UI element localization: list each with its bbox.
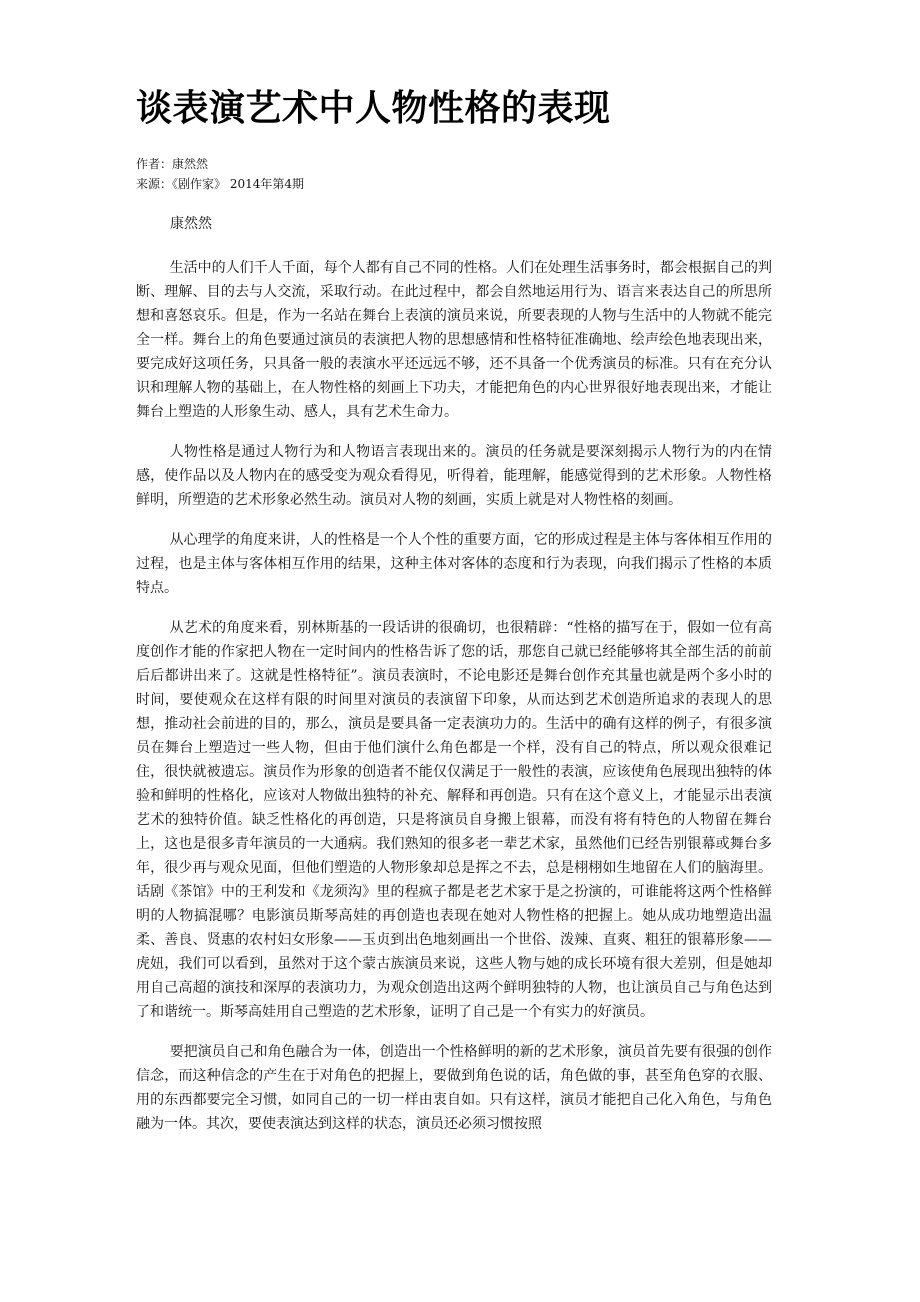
author-signature: 康然然: [170, 216, 212, 232]
paragraph-5: 要把演员自己和角色融合为一体，创造出一个性格鲜明的新的艺术形象，演员首先要有很强的创作信念，而这种信念的产生在于对角色的把握上，要做到角色说的话，角色做的事，甚至角色穿的衣服、用的东西都要完全习惯，如同自己的一切一样由衷自如。只有这样，演员才能把自己化入角色，与角色融为一体。其次，要使表演达到这样的状态，演员还必须习惯按照: [136, 1044, 772, 1132]
article-title: 谈表演艺术中人物性格的表现: [136, 88, 611, 129]
author-line: 作者：康然然: [136, 157, 209, 171]
paragraph-2: 人物性格是通过人物行为和人物语言表现出来的。演员的任务就是要深刻揭示人物行为的内在情感，使作品以及人物内在的感受变为观众看得见，听得着，能理解，能感觉得到的艺术形象。人物性格鲜明，所塑造的艺术形象必然生动。演员对人物的刻画，实质上就是对人物性格的刻画。: [136, 444, 772, 508]
source-line: 来源：《剧作家》 2014年第4期: [136, 177, 304, 191]
paragraph-1: 生活中的人们千人千面，每个人都有自己不同的性格。人们在处理生活事务时，都会根据自己的判断、理解、目的去与人交流，采取行动。在此过程中，都会自然地运用行为、语言来表达自己的所思所想和喜怒哀乐。但是，作为一名站在舞台上表演的演员来说，所要表现的人物与生活中的人物就不能完全一样。舞台上的角色要通过演员的表演把人物的思想感情和性格特征准确地、绘声绘色地表现出来，要完成好这项任务，只具备一般的表演水平还远远不够，还不具备一个优秀演员的标准。只有在充分认识和理解人物的基础上，在人物性格的刻画上下功夫，才能把角色的内心世界很好地表现出来，才能让舞台上塑造的人形象生动、感人，具有艺术生命力。: [136, 260, 772, 420]
paragraph-4: 从艺术的角度来看，别林斯基的一段话讲的很确切，也很精辟：“性格的描写在于，假如一位有高度创作才能的作家把人物在一定时间内的性格告诉了您的话，那您自己就已经能够将其全部生活的前前后后都讲出来了。这就是性格特征”。演员表演时，不论电影还是舞台创作充其量也就是两个多小时的时间，要使观众在这样有限的时间里对演员的表演留下印象，从而达到艺术创造所追求的表现人的思想，推动社会前进的目的，那么，演员是要具备一定表演功力的。生活中的确有这样的例子，有很多演员在舞台上塑造过一些人物，但由于他们演什么角色都是一个样，没有自己的特点，所以观众很难记住，很快就被遗忘。演员作为形象的创造者不能仅仅满足于一般性的表演，应该使角色展现出独特的体验和鲜明的性格化，应该对人物做出独特的补充、解释和再创造。只有在这个意义上，才能显示出表演艺术的独特价值。缺乏性格化的再创造，只是将演员自身搬上银幕，而没有将有特色的人物留在舞台上，这也是很多青年演员的一大通病。我们熟知的很多老一辈艺术家，虽然他们已经告别银幕或舞台多年，很少再与观众见面，但他们塑造的人物形象却总是挥之不去，总是栩栩如生地留在人们的脑海里。话剧《茶馆》中的王利发和《龙须沟》里的程疯子都是老艺术家于是之扮演的，可谁能将这两个性格鲜明的人物搞混哪？电影演员斯琴高娃的再创造也表现在她对人物性格的把握上。她从成功地塑造出温柔、善良、贤惠的农村妇女形象——玉贞到出色地刻画出一个世俗、泼辣、直爽、粗狂的银幕形象——虎妞，我们可以看到，虽然对于这个蒙古族演员来说，这些人物与她的成长环境有很大差别，但是她却用自己高超的演技和深厚的表演功力，为观众创造出这两个鲜明独特的人物，也让演员自己与角色达到了和谐统一。斯琴高娃用自己塑造的艺术形象，证明了自己是一个有实力的好演员。: [136, 620, 772, 1020]
article-body: [136, 256, 772, 1152]
paragraph-3: 从心理学的角度来讲，人的性格是一个人个性的重要方面，它的形成过程是主体与客体相互作用的过程，也是主体与客体相互作用的结果，这种主体对客体的态度和行为表现，向我们揭示了性格的本质特点。: [136, 532, 772, 596]
article-meta: [136, 154, 304, 194]
